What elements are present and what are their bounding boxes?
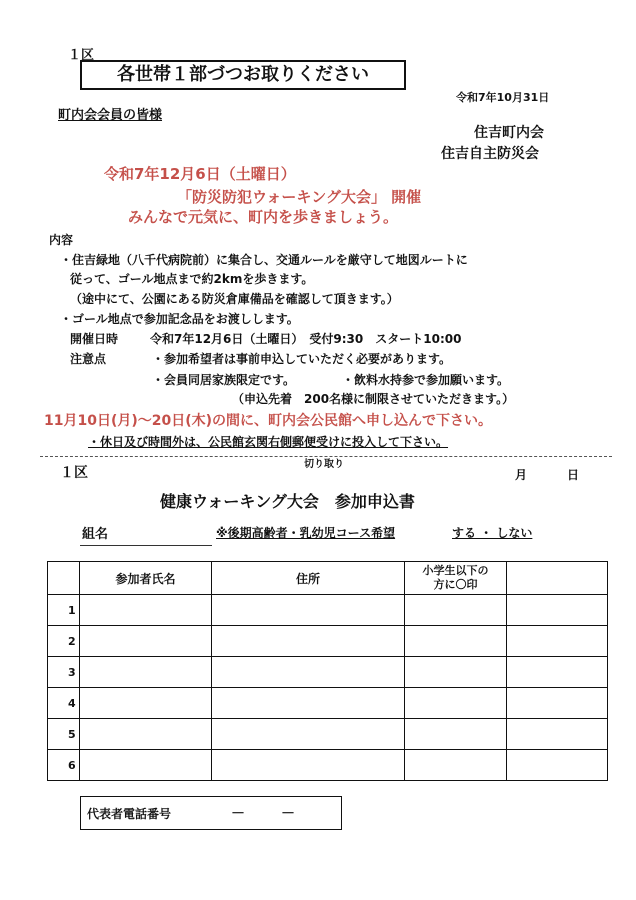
content-heading: 内容: [49, 233, 74, 247]
header-blank-cell: [507, 562, 608, 595]
address-cell[interactable]: [212, 719, 405, 750]
phone-label: 代表者電話番号: [87, 807, 172, 821]
table-header-row: [48, 562, 608, 595]
content-bullet-1b: 従って、ゴール地点まで約2kmを歩きます。: [70, 272, 314, 286]
extra-cell[interactable]: [507, 750, 608, 781]
child-mark-cell[interactable]: [405, 657, 507, 688]
content-bullet-1a: ・住吉緑地（八千代病院前）に集合し、交通ルールを厳守して地図ルートに: [60, 253, 468, 267]
issue-date: 令和7年10月31日: [456, 91, 550, 104]
event-slogan: みんなで元気に、町内を歩きましょう。: [128, 208, 399, 226]
schedule-value: 令和7年12月6日（土曜日） 受付9:30 スタート10:00: [150, 332, 462, 346]
name-cell[interactable]: [80, 626, 212, 657]
col-child-mark-line1: 小学生以下の: [422, 564, 489, 577]
banner-box: [80, 60, 406, 90]
recipient-heading: 町内会会員の皆様: [58, 108, 163, 123]
event-name-title: 「防災防犯ウォーキング大会」 開催: [177, 188, 422, 206]
banner-text: 各世帯１部づつお取りください: [117, 64, 369, 85]
month-label: 月: [515, 468, 528, 482]
course-note: ※後期高齢者・乳幼児コース希望: [216, 526, 396, 540]
extra-cell[interactable]: [507, 595, 608, 626]
child-mark-cell[interactable]: [405, 688, 507, 719]
row-number: 6: [48, 750, 80, 781]
col-address: 住所: [212, 562, 405, 595]
content-bullet-2: ・ゴール地点で参加記念品をお渡しします。: [60, 312, 299, 326]
table-row: [48, 657, 608, 688]
phone-separator-1: －: [231, 806, 245, 822]
row-number: 5: [48, 719, 80, 750]
content-bullet-1c: （途中にて、公園にある防災倉庫備品を確認して頂きます。）: [70, 292, 399, 306]
group-name-underline: [80, 545, 212, 546]
note-capacity-limit: （申込先着 200名様に制限させていただきます。）: [232, 392, 515, 406]
name-cell[interactable]: [80, 595, 212, 626]
table-row: [48, 688, 608, 719]
row-number: 1: [48, 595, 80, 626]
cut-district-label: １区: [60, 465, 88, 481]
address-cell[interactable]: [212, 688, 405, 719]
child-mark-cell[interactable]: [405, 626, 507, 657]
phone-separator-2: －: [281, 806, 295, 822]
col-child-mark: [405, 562, 507, 595]
table-row: [48, 750, 608, 781]
note-prior-application: ・参加希望者は事前申込していただく必要があります。: [152, 352, 452, 366]
course-options: する ・ しない: [452, 526, 533, 540]
address-cell[interactable]: [212, 750, 405, 781]
name-cell[interactable]: [80, 750, 212, 781]
name-cell[interactable]: [80, 688, 212, 719]
row-number: 2: [48, 626, 80, 657]
event-date-title: 令和7年12月6日（土曜日）: [104, 165, 296, 183]
district-label: １区: [68, 48, 95, 63]
extra-cell[interactable]: [507, 657, 608, 688]
form-title: 健康ウォーキング大会 参加申込書: [160, 492, 415, 511]
child-mark-cell[interactable]: [405, 595, 507, 626]
child-mark-cell[interactable]: [405, 719, 507, 750]
participant-table: [47, 561, 608, 781]
name-cell[interactable]: [80, 719, 212, 750]
name-cell[interactable]: [80, 657, 212, 688]
org-town-association: 住吉町内会: [474, 125, 544, 141]
col-participant-name: 参加者氏名: [80, 562, 212, 595]
address-cell[interactable]: [212, 657, 405, 688]
schedule-label: 開催日時: [70, 332, 119, 346]
header-number-cell: [48, 562, 80, 595]
address-cell[interactable]: [212, 595, 405, 626]
extra-cell[interactable]: [507, 688, 608, 719]
extra-cell[interactable]: [507, 626, 608, 657]
table-row: [48, 719, 608, 750]
child-mark-cell[interactable]: [405, 750, 507, 781]
org-disaster-association: 住吉自主防災会: [441, 146, 539, 162]
group-name-label: 組名: [82, 527, 109, 542]
col-child-mark-line2: 方に〇印: [433, 578, 478, 591]
day-label: 日: [567, 468, 580, 482]
holiday-instruction: ・休日及び時間外は、公民館玄関右側郵便受けに投入して下さい。: [88, 435, 449, 449]
row-number: 4: [48, 688, 80, 719]
table-row: [48, 595, 608, 626]
table-row: [48, 626, 608, 657]
cut-here-label: 切り取り: [304, 459, 344, 470]
phone-box[interactable]: [80, 796, 342, 830]
note-members-only: ・会員同居家族限定です。: [152, 373, 296, 387]
extra-cell[interactable]: [507, 719, 608, 750]
note-bring-water: ・飲料水持参で参加願います。: [342, 373, 510, 387]
address-cell[interactable]: [212, 626, 405, 657]
application-deadline: 11月10日(月)～20日(木)の間に、町内会公民館へ申し込んで下さい。: [44, 413, 493, 429]
row-number: 3: [48, 657, 80, 688]
notes-label: 注意点: [70, 352, 107, 366]
